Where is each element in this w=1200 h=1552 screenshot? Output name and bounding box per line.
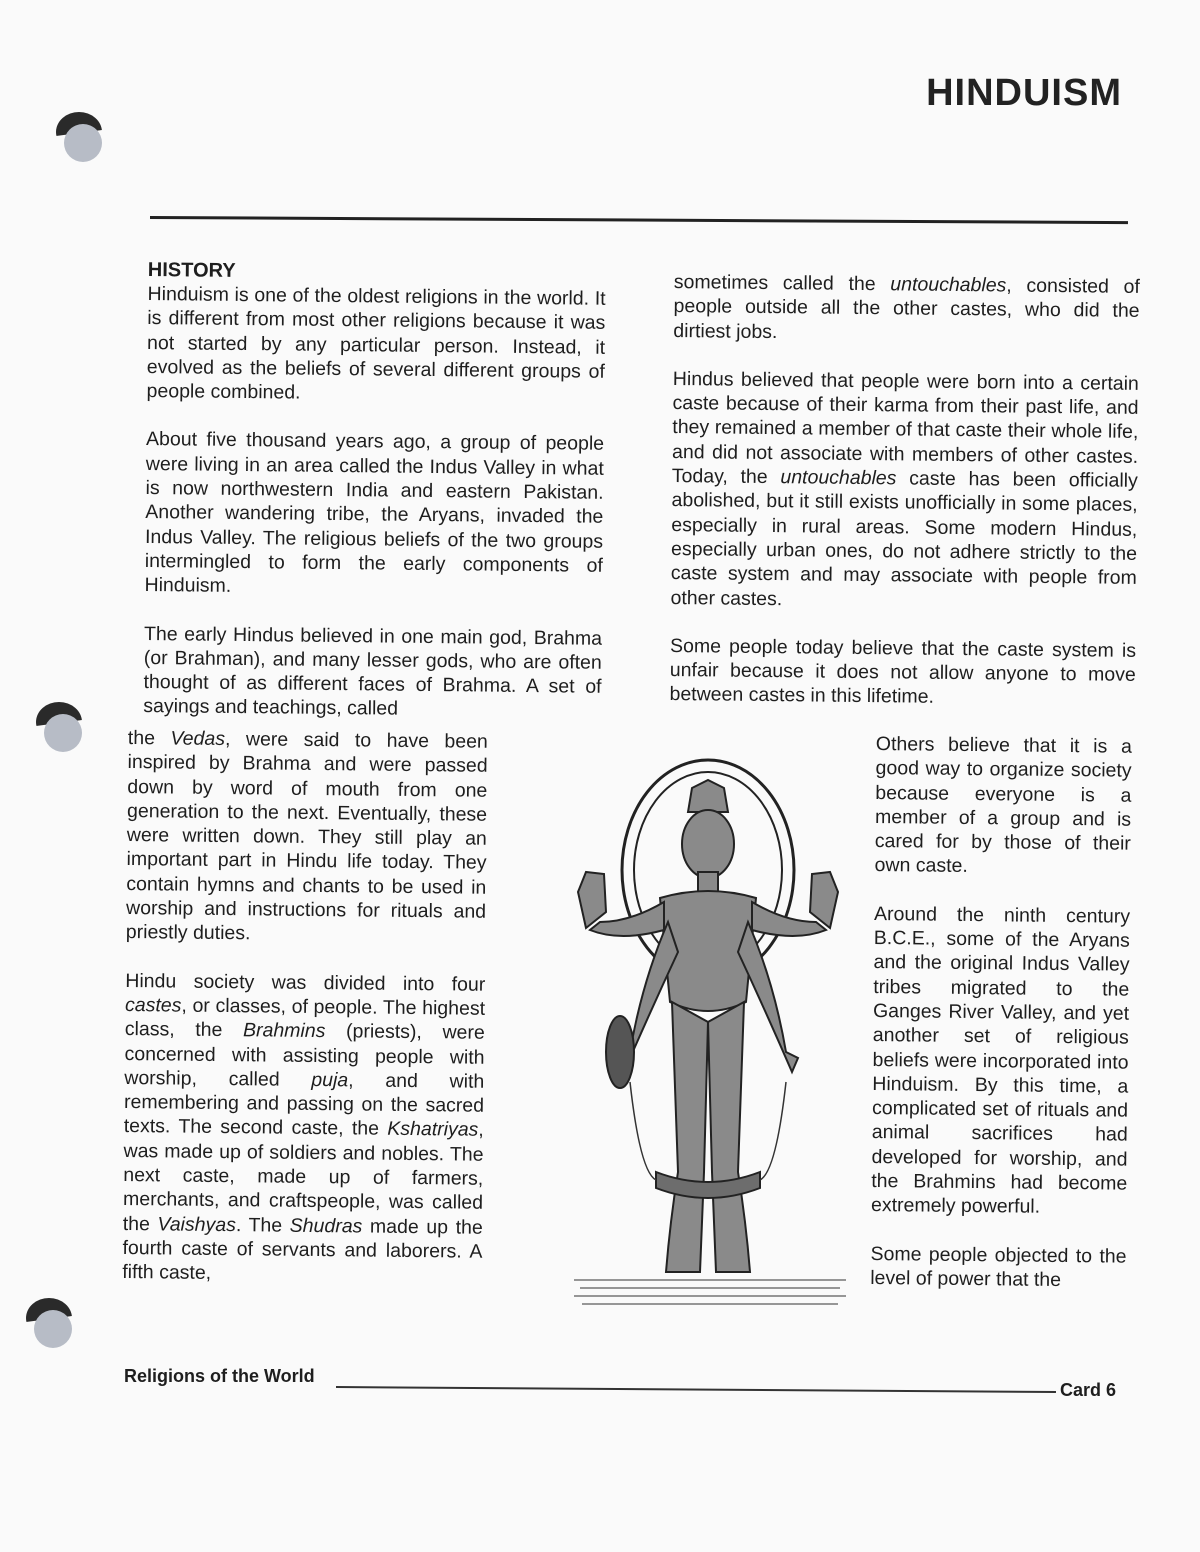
- section-heading: HISTORY: [147, 258, 236, 282]
- paragraph: The early Hindus believed in one main god, Brahma (or Brahman), and many lesser gods, who are often thought of as different faces of Brahma. A set of sayings and teachings, called: [143, 622, 603, 721]
- right-column: [669, 270, 1140, 712]
- paragraph: the Vedas, were said to have been inspired by Brahma and were passed down by word of mouth from one generation to the next. Eventually, these were written down. They still play an important part in Hindu life today. They contain hymns and chants to be used in worship and instructions for rituals and priestly duties.: [125, 726, 488, 945]
- binder-hole: [36, 702, 82, 748]
- footer-divider: [336, 1386, 1056, 1393]
- paragraph: About five thousand years ago, a group of people were living in an area called the Indus Valley in what is now northwestern India and eastern Pakistan. Another wandering tribe, the Aryans, invaded the Indus Valley. The religious beliefs of the two groups intermingled to form the early components of Hinduism.: [144, 428, 605, 598]
- binder-hole: [26, 1298, 72, 1344]
- left-column-narrow: [122, 726, 488, 1312]
- right-column-narrow: [870, 732, 1132, 1317]
- paragraph: Hinduism is one of the oldest religions in the world. It is different from most other religions because it was not started by any particular person. Instead, it evolved as the beliefs of several different groups of people combined.: [146, 282, 606, 404]
- binder-hole: [56, 112, 102, 158]
- paragraph: Some people today believe that the caste system is unfair because it does not allow anyone to move between castes in this lifetime.: [669, 634, 1137, 709]
- left-column: [143, 258, 606, 724]
- paragraph: Others believe that it is a good way to organize society because everyone is a member of a group and is cared for by those of their own caste.: [874, 732, 1132, 878]
- title-divider: [150, 216, 1128, 224]
- paragraph: Hindus believed that people were born into a certain caste because of their karma from their past life, and they remained a member of that caste their whole life, and did not associate with members of other castes. Today, the untouchables caste has been officially abolished, but it still exists unofficially in some places, especially in rural areas. Some modern Hindus, especially urban ones, do not adhere strictly to the caste system and may associate with people from other castes.: [670, 367, 1139, 610]
- footer-series: Religions of the World: [124, 1366, 315, 1386]
- paragraph: Hindu society was divided into four castes, or classes, of people. The highest class, the Brahmins (priests), were concerned with assisting people with worship, called puja, and with remembering and passing on the sacred texts. The second caste, the Kshatriyas, was made up of soldiers and nobles. The next caste, made up of farmers, merchants, and craftspeople, was called the Vaishyas. The Shudras made up the fourth caste of servants and laborers. A fifth caste,: [122, 969, 486, 1285]
- paragraph: Some people objected to the level of power that the: [870, 1242, 1127, 1291]
- brahma-illustration: [560, 752, 860, 1322]
- paragraph: Around the ninth century B.C.E., some of the Aryans and the original Indus Valley tribes migrated to the Ganges River Valley, and yet another set of religious beliefs were incorporated into Hinduism. By this time, a complicated set of rituals and animal sacrifices had developed for worship, and the Brahmins had become extremely powerful.: [870, 902, 1131, 1219]
- page-title: HINDUISM: [926, 72, 1122, 114]
- paragraph: sometimes called the untouchables, consisted of people outside all the other castes, who did the dirtiest jobs.: [673, 270, 1140, 343]
- footer-card-number: Card 6: [1060, 1380, 1117, 1400]
